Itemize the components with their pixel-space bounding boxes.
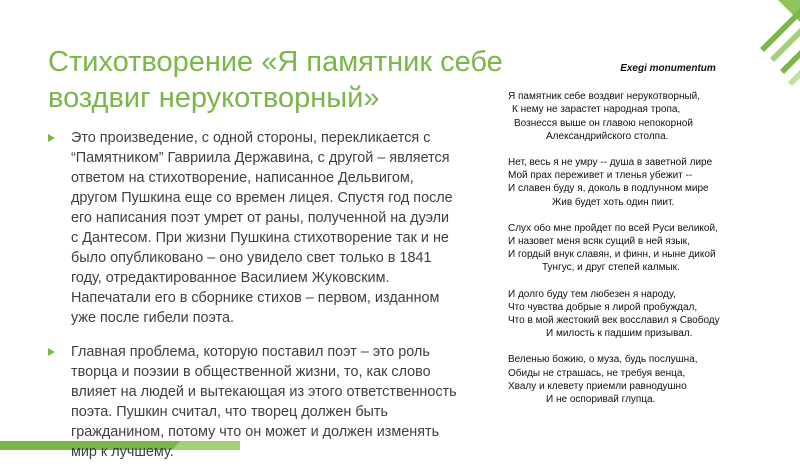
poem-line: И милость к падшим призывал.	[546, 328, 693, 340]
poem-stanza	[508, 90, 788, 143]
poem-line: Нет, весь я не умру -- душа в заветной лире	[508, 157, 713, 169]
poem-stanzas	[508, 90, 788, 406]
poem-line: К нему не зарастет народная тропа,	[512, 104, 681, 116]
poem-line: Хвалу и клевету приемли равнодушно	[508, 380, 687, 392]
poem-line: И не оспоривай глупца.	[546, 394, 656, 406]
bullet-item	[48, 342, 460, 462]
poem-line: Что в мой жестокий век восславил я Свободу	[508, 315, 720, 327]
bullet-text: Главная проблема, которую поставил поэт – это роль творца и поэзии в общественной жизни, то, как слово влияет на людей и вытекающая из этого ответственность поэта. Пушкин считал, что творец должен быть гражданином, потому что он может и должен изменять мир к лучшему.	[71, 344, 457, 460]
poem-line: Я памятник себе воздвиг нерукотворный,	[508, 91, 701, 103]
poem-line: Тунгус, и друг степей калмык.	[542, 262, 680, 274]
poem-title: Exegi monumentum	[620, 63, 716, 74]
poem-stanza	[508, 353, 788, 406]
poem-stanza	[508, 156, 788, 209]
poem-stanza	[508, 222, 788, 275]
poem-line: И гордый внук славян, и финн, и ныне дикой	[508, 249, 716, 261]
poem-line: Веленью божию, о муза, будь послушна,	[508, 354, 698, 366]
poem-line: Что чувства добрые я лирой пробуждал,	[508, 301, 698, 313]
arrow-bullet-icon	[48, 134, 55, 142]
poem-block	[508, 62, 788, 419]
poem-line: Жив будет хоть один пиит.	[552, 196, 675, 208]
slide-title: Стихотворение «Я памятник себе воздвиг нерукотворный»	[48, 46, 503, 114]
bullet-text: Это произведение, с одной стороны, перекликается с “Памятником” Гавриила Державина, с другой – является ответом на стихотворение, написанное Дельвигом, другом Пушкина еще со времен лицея. Спустя год после его написания поэт умрет от раны, полученной на дуэли с Дантесом. При жизни Пушкина стихотворение так и не было опубликовано – оно увидело свет только в 1841 году, отредактированное Василием Жуковским. Напечатали его в сборнике стихов – первом, изданном уже после гибели поэта.	[71, 130, 453, 326]
bullet-list	[48, 128, 460, 476]
poem-line: И назовет меня всяк сущий в ней язык,	[508, 236, 690, 248]
poem-line: Обиды не страшась, не требуя венца,	[508, 367, 686, 379]
poem-stanza	[508, 288, 788, 341]
arrow-bullet-icon	[48, 348, 55, 356]
poem-line: Александрийского столпа.	[546, 130, 669, 142]
poem-line: И долго буду тем любезен я народу,	[508, 288, 676, 300]
poem-line: Мой прах переживет и тленья убежит --	[508, 170, 693, 182]
poem-line: Вознесся выше он главою непокорной	[514, 117, 693, 129]
bullet-item	[48, 128, 460, 328]
poem-line: И славен буду я, доколь в подлунном мире	[508, 183, 709, 195]
poem-line: Слух обо мне пройдет по всей Руси великой,	[508, 222, 718, 234]
